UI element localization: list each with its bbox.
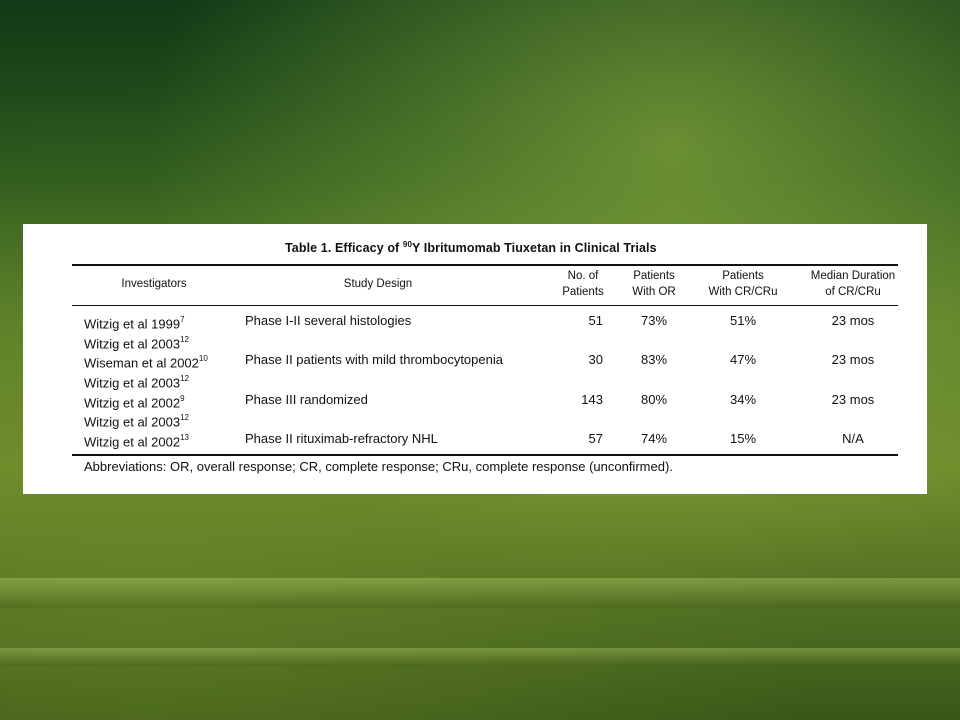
title-text: Efficacy of (335, 241, 400, 256)
table-row-4-design: Phase II rituximab-refractory NHL (245, 431, 438, 446)
table-row-1-patients: 51 (588, 313, 603, 328)
table-row-4-or: 74% (640, 431, 668, 446)
investigator-cell: Witzig et al 2003$^{12}$ (84, 335, 190, 352)
column-header-cr: Patients With CR/CRu (708, 270, 778, 298)
investigator-cell: Witzig et al 1999$^7$ (84, 315, 185, 332)
investigator-cell: Witzig et al 2003$^{12}$ (84, 374, 190, 391)
investigator-cell: Witzig et al 2002$^9$ (84, 394, 185, 411)
investigator-cell: Witzig et al 2003$^{12}$ (84, 413, 190, 430)
table-row-3-patients: 143 (581, 392, 603, 407)
table-row-2-cr: 47% (729, 352, 757, 367)
table-footnote: Abbreviations: OR, overall response; CR, complete response; CRu, complete response (unconfirmed). (84, 459, 673, 474)
background-band (0, 648, 960, 666)
top-rule (72, 264, 898, 266)
table-row-1-duration: 23 mos (831, 313, 875, 328)
table-row-2-duration: 23 mos (831, 352, 875, 367)
background-band (0, 578, 960, 608)
table-row-3-design: Phase III randomized (245, 392, 368, 407)
table-row-3-duration: 23 mos (831, 392, 875, 407)
table-row-4-duration: N/A (842, 431, 864, 446)
investigator-cell: Witzig et al 2002$^{13}$ (84, 433, 190, 450)
table-row-4-cr: 15% (729, 431, 757, 446)
table-row-1-cr: 51% (729, 313, 757, 328)
table-row-1-or: 73% (640, 313, 668, 328)
table-panel (23, 224, 927, 494)
table-row-3-or: 80% (640, 392, 668, 407)
column-header-patients: No. of Patients (562, 270, 604, 298)
column-header-investigators: Investigators (121, 278, 187, 290)
table-title (285, 240, 657, 255)
table-row-1-design: Phase I-II several histologies (245, 313, 412, 328)
table-row-3-cr: 34% (729, 392, 757, 407)
table-row-2-patients: 30 (588, 352, 603, 367)
column-header-or: Patients With OR (632, 270, 676, 298)
title-rest: Y Ibritumomab Tiuxetan in Clinical Trials (412, 241, 657, 256)
table-row-2-or: 83% (640, 352, 668, 367)
table-row-4-patients: 57 (588, 431, 603, 446)
bottom-rule (72, 454, 898, 456)
title-prefix: Table 1. (285, 241, 332, 256)
title-superscript: 90 (402, 240, 413, 249)
table-row-2-design: Phase II patients with mild thrombocytopenia (245, 352, 503, 367)
column-header-duration: Median Duration of CR/CRu (810, 270, 896, 298)
column-header-study-design: Study Design (343, 278, 413, 290)
investigator-cell: Wiseman et al 2002$^{10}$ (84, 354, 208, 371)
header-rule (72, 305, 898, 306)
